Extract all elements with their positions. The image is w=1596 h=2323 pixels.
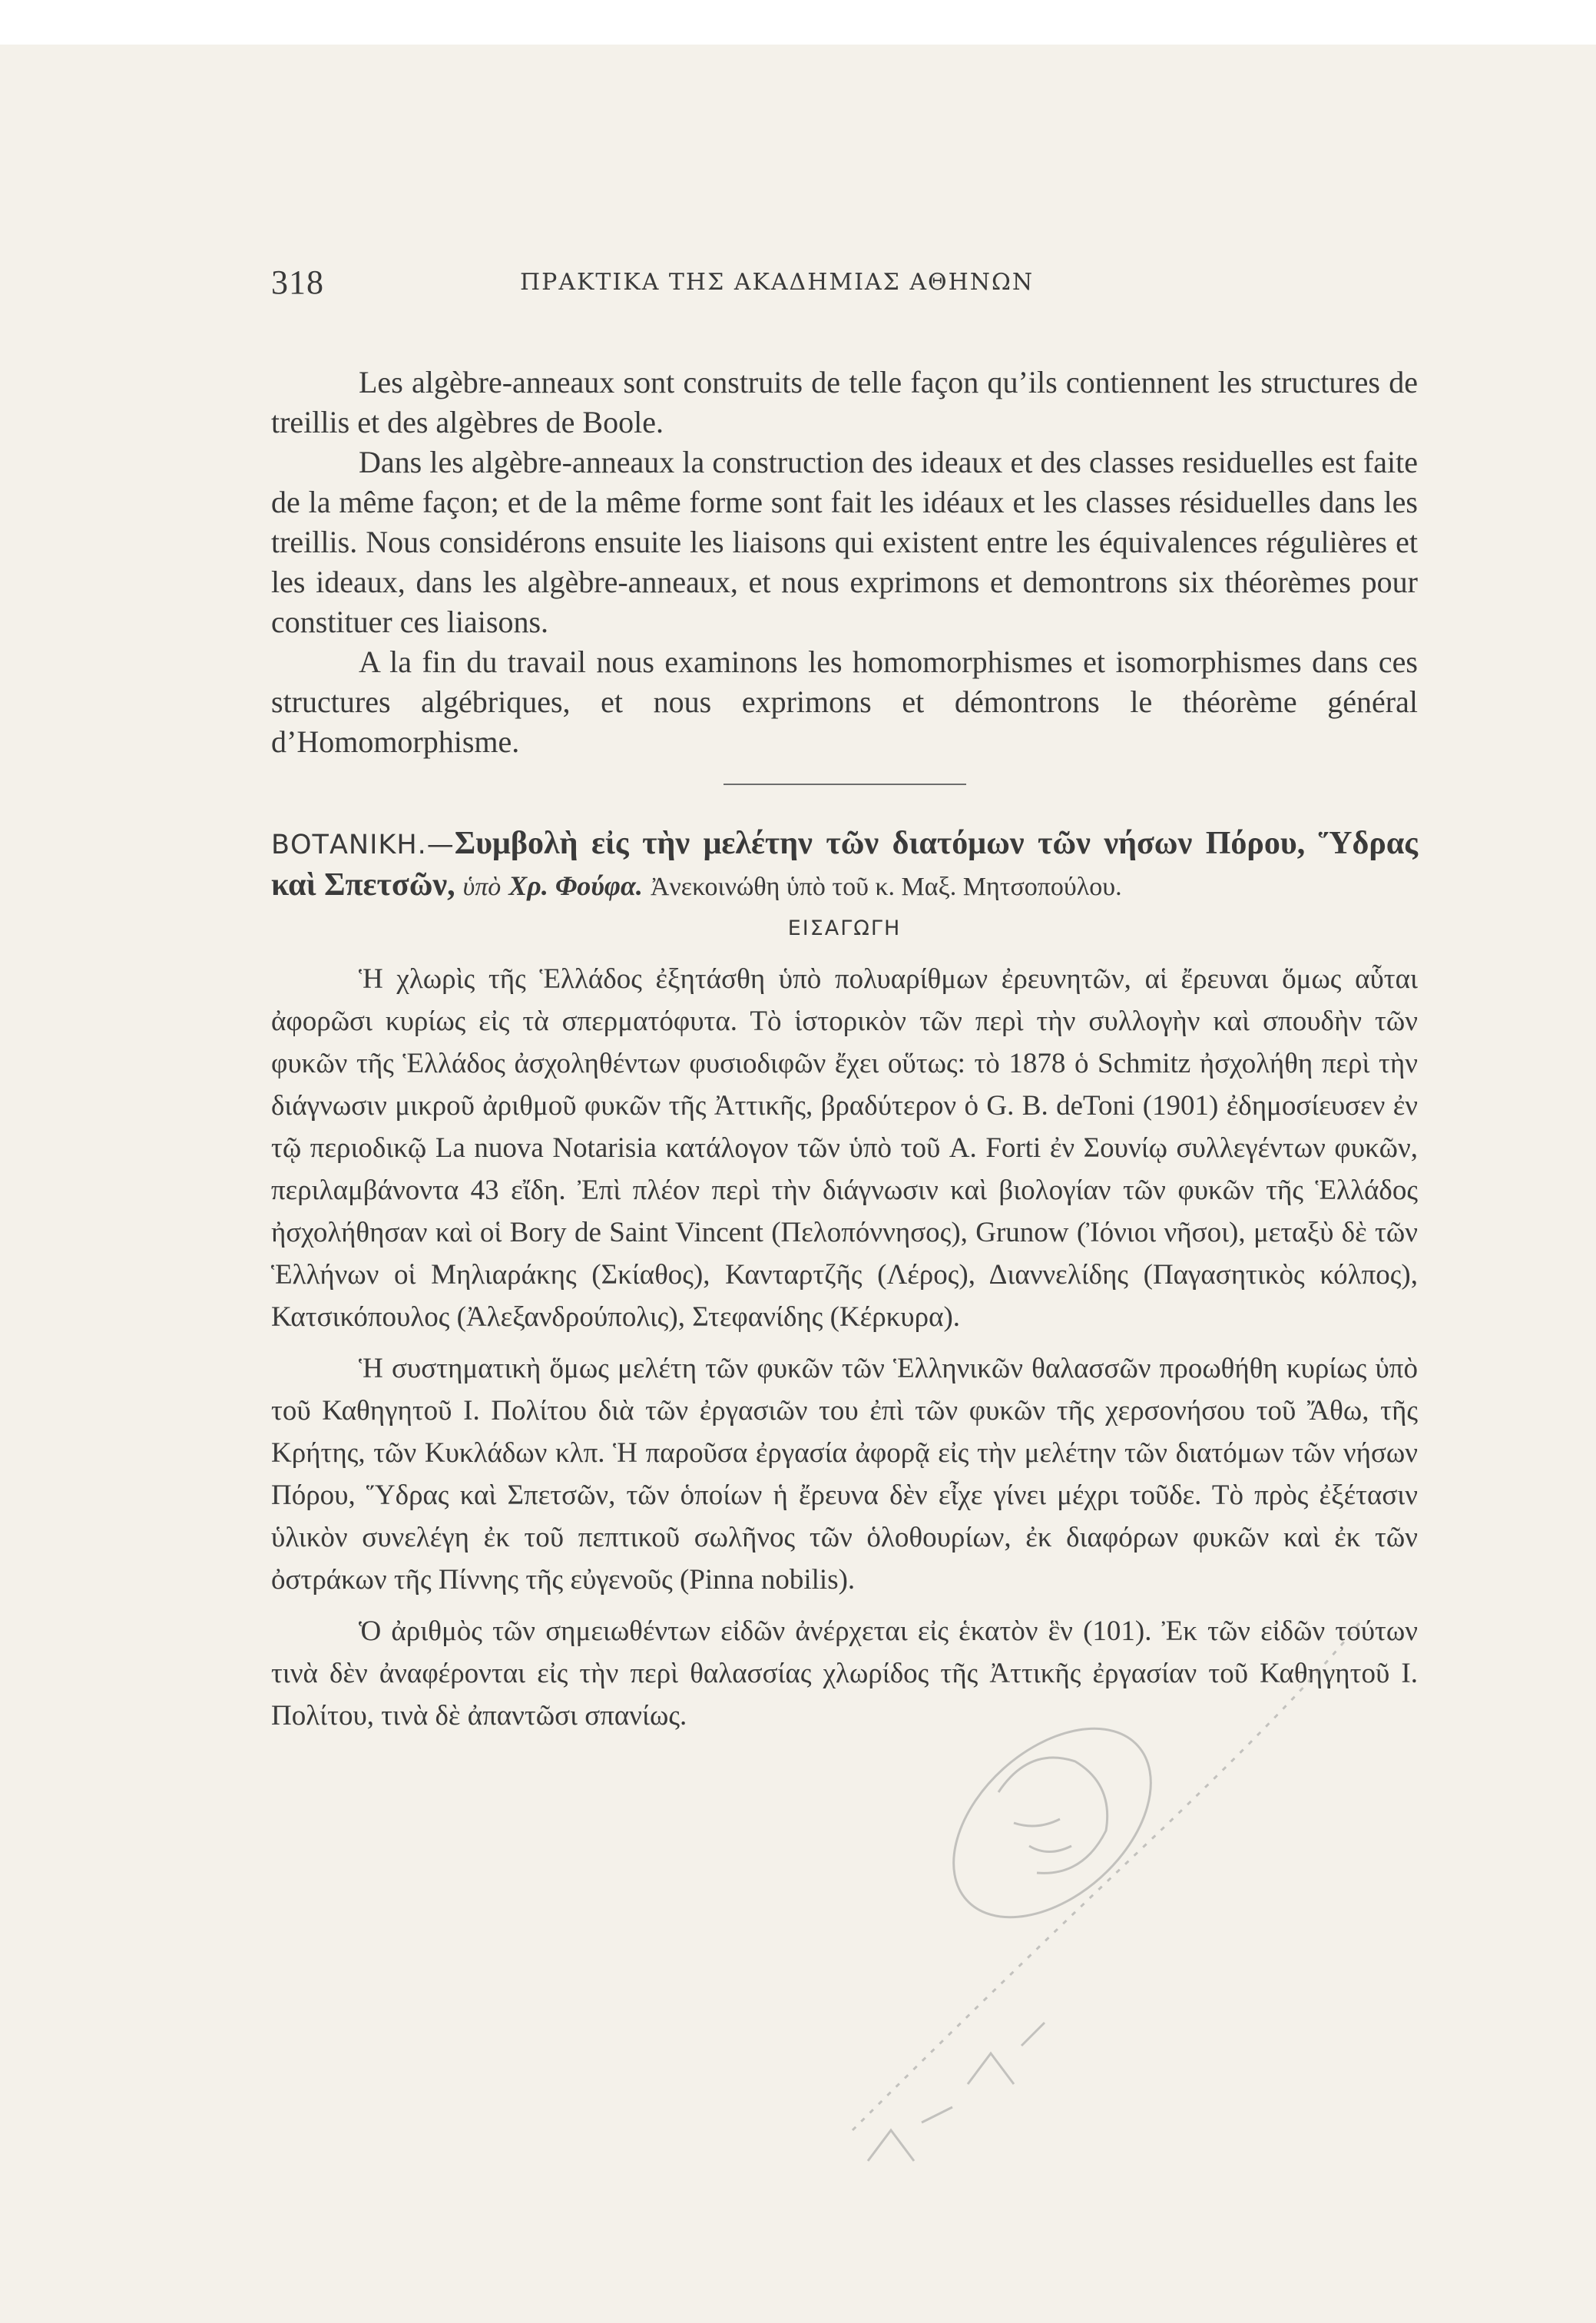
section-label: ΒΟΤΑΝΙΚΗ.—	[271, 830, 455, 860]
journal-title: ΠΡΑΚΤΙΚΑ ΤΗΣ ΑΚΑΔΗΜΙΑΣ ΑΘΗΝΩΝ	[520, 269, 1035, 296]
greek-paragraph: Ὁ ἀριθμὸς τῶν σημειωθέντων εἰδῶν ἀνέρχεται εἰς ἑκατὸν ἓν (101). Ἐκ τῶν εἰδῶν τούτων τινὰ δὲν ἀναφέρονται εἰς τὴν περὶ θαλασσίας χλωρίδος τῆς Ἀττικῆς ἐργασίαν τοῦ Καθηγητοῦ Ι. Πολίτου, τινὰ δὲ ἀπαντῶσι σπανίως.	[271, 1615, 1418, 1731]
greek-article-text	[271, 958, 1418, 1737]
page-number: 318	[271, 263, 324, 301]
communication-note: Ἀνεκοινώθη ὑπὸ τοῦ κ. Μαξ. Μητσοπούλου.	[650, 873, 1122, 901]
french-paragraph: Dans les algèbre-anneaux la construction des ideaux et des classes residuelles est faite de la même façon; et de la même forme sont fait les idéaux et les classes résiduelles dans les treillis. Nous considérons ensuite les liaisons qui existent entre les équivalences régulières et les ideaux, dans les algèbre-anneaux, et nous exprimons et demontrons six théorèmes pour constituer ces liaisons.	[271, 445, 1418, 639]
french-paragraph: Les algèbre-anneaux sont construits de telle façon qu’ils contiennent les structures de treillis et des algèbres de Boole.	[271, 365, 1418, 439]
greek-paragraph: Ἡ χλωρὶς τῆς Ἑλλάδος ἐξητάσθη ὑπὸ πολυαρίθμων ἐρευνητῶν, αἱ ἔρευναι ὅμως αὗται ἀφορῶσι κυρίως εἰς τὰ σπερματόφυτα. Τὸ ἱστορικὸν τῶν περὶ τὴν συλλογὴν καὶ σπουδὴν τῶν φυκῶν τῆς Ἑλλάδος ἀσχοληθέντων φυσιοδιφῶν ἔχει οὕτως: τὸ 1878 ὁ Schmitz ἠσχολήθη περὶ τὴν διάγνωσιν μικροῦ ἀριθμοῦ φυκῶν τῆς Ἀττικῆς, βραδύτερον ὁ G. B. deToni (1901) ἐδημοσίευσεν ἐν τῷ περιοδικῷ La nuova Notarisia κατάλογον τῶν ὑπὸ τοῦ A. Forti ἐν Σουνίῳ συλλεγέντων φυκῶν, περιλαμβάνοντα 43 εἴδη. Ἐπὶ πλέον περὶ τὴν διάγνωσιν καὶ βιολογίαν τῶν φυκῶν τῆς Ἑλλάδος ἠσχολήθησαν καὶ οἱ Bory de Saint Vincent (Πελοπόννησος), Grunow (Ἰόνιοι νῆσοι), μεταξὺ δὲ τῶν Ἑλλήνων οἱ Μηλιαράκης (Σκίαθος), Κανταρτζῆς (Λέρος), Διαννελίδης (Παγασητικὸς κόλπος), Κατσικόπουλος (Ἀλεξανδρούπολις), Στεφανίδης (Κέρκυρα).	[271, 963, 1418, 1333]
running-header	[271, 263, 1418, 316]
article-author: Χρ. Φούφα.	[508, 870, 643, 901]
greek-paragraph: Ἡ συστηματικὴ ὅμως μελέτη τῶν φυκῶν τῶν Ἑλληνικῶν θαλασσῶν προωθήθη κυρίως ὑπὸ τοῦ Καθηγητοῦ Ι. Πολίτου διὰ τῶν ἐργασιῶν του ἐπὶ τῶν φυκῶν τῆς χερσονήσου τοῦ Ἄθω, τῆς Κρήτης, τῶν Κυκλάδων κλπ. Ἡ παροῦσα ἐργασία ἀφορᾷ εἰς τὴν μελέτην τῶν διατόμων τῶν νήσων Πόρου, Ὕδρας καὶ Σπετσῶν, τῶν ὁποίων ἡ ἔρευνα δὲν εἶχε γίνει μέχρι τοῦδε. Τὸ πρὸς ἐξέτασιν ὑλικὸν συνελέγη ἐκ τοῦ πεπτικοῦ σωλῆνος τῶν ὁλοθουρίων, ἐκ διαφόρων φυκῶν καὶ ἐκ τῶν ὀστράκων τῆς Πίννης τῆς εὐγενοῦς (Pinna nobilis).	[271, 1353, 1418, 1596]
page-body	[271, 363, 1418, 1737]
scanned-page	[0, 45, 1596, 2323]
french-paragraph: A la fin du travail nous examinons les homomorphismes et isomorphismes dans ces structures algébriques, et nous exprimons et démontrons le théorème général d’Homomorphisme.	[271, 645, 1418, 759]
french-summary	[271, 363, 1418, 762]
byline-prefix: ὑπὸ	[462, 873, 502, 901]
botany-article-heading	[271, 823, 1418, 907]
article-title: Συμβολὴ εἰς τὴν μελέτην τῶν διατόμων τῶν νήσων Πόρου, Ὕδρας καὶ Σπετσῶν,	[271, 826, 1418, 903]
intro-heading: ΕΙΣΑΓΩΓΗ	[787, 916, 902, 940]
section-divider	[723, 784, 966, 785]
